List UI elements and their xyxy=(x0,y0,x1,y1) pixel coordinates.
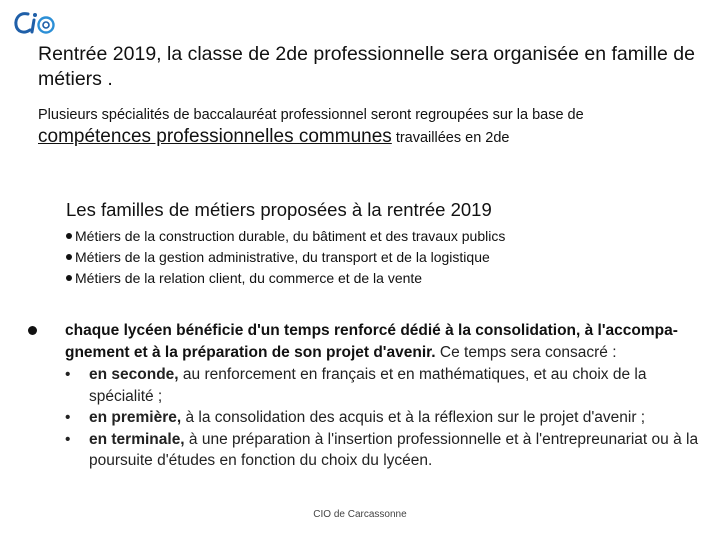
bullet-icon: • xyxy=(65,366,71,383)
cio-logo xyxy=(12,8,58,38)
list-item xyxy=(66,226,686,247)
family-label: Métiers de la gestion administrative, du transport et de la logistique xyxy=(75,249,490,265)
subtitle-text: Plusieurs spécialités de baccalauréat professionnel seront regroupées sur la base de xyxy=(38,107,584,123)
bullet-icon xyxy=(28,326,37,335)
page-title: Rentrée 2019, la classe de 2de professionnelle sera organisée en famille de métiers . xyxy=(38,43,695,90)
bullet-icon xyxy=(66,275,72,281)
consolidation-list xyxy=(65,364,705,472)
family-label: Métiers de la construction durable, du bâtiment et des travaux publics xyxy=(75,228,506,244)
list-item xyxy=(65,407,705,429)
bullet-icon xyxy=(66,233,72,239)
item-bold: en terminale, xyxy=(89,430,185,448)
intro-bold-text: chaque lycéen bénéficie d'un temps renforcé dédié à la consolidation, à l'accompa-gnement et à la préparation de son projet d'avenir. xyxy=(65,322,678,361)
families-section xyxy=(66,198,686,289)
bullet-icon xyxy=(66,254,72,260)
families-heading: Les familles de métiers proposées à la rentrée 2019 xyxy=(66,199,492,220)
subtitle-underlined: compétences professionnelles communes xyxy=(38,126,392,147)
footer-text: CIO de Carcassonne xyxy=(313,509,407,520)
families-list xyxy=(66,226,686,289)
item-text: à une préparation à l'insertion professionnelle et à l'entrepreunariat ou à la poursuite d'études en fonction du choix du lycéen. xyxy=(89,430,699,469)
subtitle-end: travaillées en 2de xyxy=(391,130,510,146)
family-label: Métiers de la relation client, du commerce et de la vente xyxy=(75,270,423,286)
list-item xyxy=(65,429,705,472)
consolidation-intro xyxy=(65,320,705,363)
bullet-icon: • xyxy=(65,430,71,448)
subtitle xyxy=(38,104,708,149)
list-item xyxy=(66,268,686,289)
item-bold: en première, xyxy=(89,409,182,426)
item-text: au renforcement en français et en mathématiques, et au choix de la spécialité ; xyxy=(89,366,647,405)
list-item xyxy=(66,247,686,268)
item-bold: en seconde, xyxy=(89,366,179,383)
bullet-icon: • xyxy=(65,409,71,426)
item-text: à la consolidation des acquis et à la réflexion sur le projet d'avenir ; xyxy=(181,409,646,426)
intro-text: Ce temps sera consacré : xyxy=(435,343,617,361)
list-item xyxy=(65,364,705,407)
